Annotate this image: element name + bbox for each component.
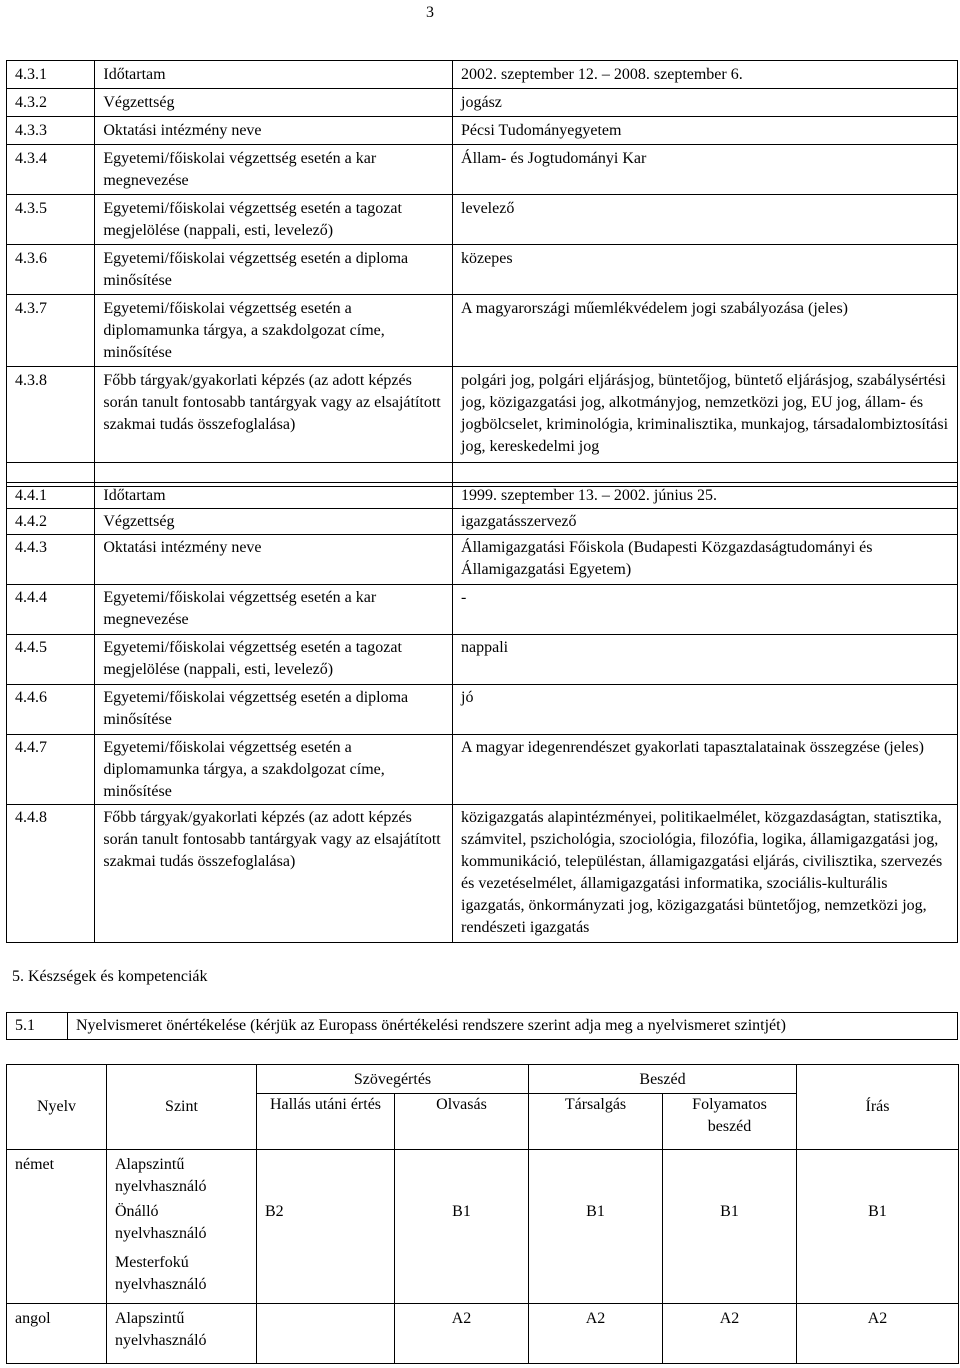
row-number: 4.3.8	[7, 367, 95, 463]
education-table-4-3	[6, 60, 958, 487]
row-value: 2002. szeptember 12. – 2008. szeptember 6.	[453, 61, 958, 89]
row-value: Pécsi Tudományegyetem	[453, 117, 958, 145]
row-value: jogász	[453, 89, 958, 117]
header-interaction: Társalgás	[529, 1093, 663, 1149]
header-comprehension: Szövegértés	[257, 1065, 529, 1094]
row-label: Főbb tárgyak/gyakorlati képzés (az adott képzés során tanult fontosabb tantárgyak vagy az elsajátított szakmai tudás összefoglalása)	[95, 367, 453, 463]
row-label: Oktatási intézmény neve	[95, 117, 453, 145]
row-label: Oktatási intézmény neve	[95, 535, 453, 585]
level-value: B1	[395, 1201, 529, 1253]
level-value	[257, 1304, 395, 1364]
header-production: Folyamatos beszéd	[663, 1093, 797, 1149]
row-label: Egyetemi/főiskolai végzettség esetén a tagozat megjelölése (nappali, esti, levelező)	[95, 195, 453, 245]
row-number: 4.4.3	[7, 535, 95, 585]
language-intro-table	[6, 1012, 958, 1040]
level-label: Alapszintű nyelvhasználó	[107, 1304, 257, 1364]
row-number: 4.3.4	[7, 145, 95, 195]
row-number: 4.4.1	[7, 483, 95, 509]
row-value: közigazgatás alapintézményei, politikaelmélet, közgazdaságtan, statisztika, számvitel, pszichológia, szociológia, filozófia, logika, államigazgatási jog, kommunikáció, településtan, államigazgatási eljárás, civilisztika, szervezés és vezetéselmélet, államigazgatási informatika, szociális-kulturális igazgatás, önkormányzati jog, közigazgatási büntetőjog, nemzetközi jog, rendészeti igazgatás	[453, 805, 958, 943]
empty-cell	[257, 1252, 395, 1304]
row-label: Egyetemi/főiskolai végzettség esetén a kar megnevezése	[95, 585, 453, 635]
section-title: 5. Készségek és kompetenciák	[12, 968, 208, 985]
row-value: levelező	[453, 195, 958, 245]
row-label: Egyetemi/főiskolai végzettség esetén a diploma minősítése	[95, 245, 453, 295]
level-label: Alapszintű nyelvhasználó	[107, 1149, 257, 1201]
level-label: Önálló nyelvhasználó	[107, 1201, 257, 1253]
level-value: A2	[797, 1304, 959, 1364]
row-number: 5.1	[7, 1013, 68, 1040]
row-value: nappali	[453, 635, 958, 685]
level-value: B1	[663, 1201, 797, 1253]
row-number: 4.4.6	[7, 685, 95, 735]
level-value: B1	[797, 1201, 959, 1253]
row-value: 1999. szeptember 13. – 2002. június 25.	[453, 483, 958, 509]
page-number: 3	[426, 4, 434, 21]
row-number: 4.4.7	[7, 735, 95, 805]
empty-cell	[257, 1149, 395, 1201]
row-number: 4.4.4	[7, 585, 95, 635]
level-value: A2	[529, 1304, 663, 1364]
header-reading: Olvasás	[395, 1093, 529, 1149]
level-value: B1	[529, 1201, 663, 1253]
header-language: Nyelv	[7, 1065, 107, 1150]
row-label: Főbb tárgyak/gyakorlati képzés (az adott képzés során tanult fontosabb tantárgyak vagy az elsajátított szakmai tudás összefoglalása)	[95, 805, 453, 943]
header-level: Szint	[107, 1065, 257, 1150]
row-value: közepes	[453, 245, 958, 295]
empty-cell	[395, 1149, 529, 1201]
row-value: -	[453, 585, 958, 635]
row-label: Egyetemi/főiskolai végzettség esetén a diplomamunka tárgya, a szakdolgozat címe, minősítése	[95, 735, 453, 805]
row-number: 4.4.8	[7, 805, 95, 943]
empty-cell	[529, 1252, 663, 1304]
row-value: jó	[453, 685, 958, 735]
row-value: igazgatásszervező	[453, 509, 958, 535]
level-value: A2	[663, 1304, 797, 1364]
language-name: angol	[7, 1304, 107, 1364]
row-label: Végzettség	[95, 509, 453, 535]
level-label: Mesterfokú nyelvhasználó	[107, 1252, 257, 1304]
row-label: Egyetemi/főiskolai végzettség esetén a diploma minősítése	[95, 685, 453, 735]
row-number: 4.3.5	[7, 195, 95, 245]
row-text: Nyelvismeret önértékelése (kérjük az Europass önértékelési rendszere szerint adja meg a nyelvismeret szintjét)	[68, 1013, 958, 1040]
empty-cell	[797, 1149, 959, 1201]
row-value: A magyarországi műemlékvédelem jogi szabályozása (jeles)	[453, 295, 958, 367]
row-number: 4.3.2	[7, 89, 95, 117]
row-label: Egyetemi/főiskolai végzettség esetén a tagozat megjelölése (nappali, esti, levelező)	[95, 635, 453, 685]
header-writing: Írás	[797, 1065, 959, 1150]
row-number: 4.4.2	[7, 509, 95, 535]
row-number: 4.3.3	[7, 117, 95, 145]
row-number: 4.3.6	[7, 245, 95, 295]
row-label: Végzettség	[95, 89, 453, 117]
empty-cell	[529, 1149, 663, 1201]
row-label: Időtartam	[95, 61, 453, 89]
row-label: Egyetemi/főiskolai végzettség esetén a kar megnevezése	[95, 145, 453, 195]
empty-cell	[663, 1252, 797, 1304]
header-listening: Hallás utáni értés	[257, 1093, 395, 1149]
row-value: Állam- és Jogtudományi Kar	[453, 145, 958, 195]
row-label: Egyetemi/főiskolai végzettség esetén a diplomamunka tárgya, a szakdolgozat címe, minősítése	[95, 295, 453, 367]
education-table-4-4	[6, 482, 958, 943]
language-skills-table	[6, 1064, 959, 1364]
level-value: B2	[257, 1201, 395, 1253]
row-value: polgári jog, polgári eljárásjog, büntetőjog, büntető eljárásjog, szabálysértési jog, közigazgatási jog, alkotmányjog, nemzetközi jog, EU jog, állam- és jogbölcselet, kriminológia, kriminalisztika, munkajog, társadalombiztosítási jog, kereskedelmi jog	[453, 367, 958, 463]
row-number: 4.3.1	[7, 61, 95, 89]
empty-cell	[395, 1252, 529, 1304]
level-value: A2	[395, 1304, 529, 1364]
row-value: Államigazgatási Főiskola (Budapesti Közgazdaságtudományi és Államigazgatási Egyetem)	[453, 535, 958, 585]
empty-cell	[797, 1252, 959, 1304]
row-value: A magyar idegenrendészet gyakorlati tapasztalatainak összegzése (jeles)	[453, 735, 958, 805]
row-number: 4.4.5	[7, 635, 95, 685]
row-number: 4.3.7	[7, 295, 95, 367]
row-label: Időtartam	[95, 483, 453, 509]
empty-cell	[663, 1149, 797, 1201]
language-name: német	[7, 1149, 107, 1304]
header-speaking: Beszéd	[529, 1065, 797, 1094]
